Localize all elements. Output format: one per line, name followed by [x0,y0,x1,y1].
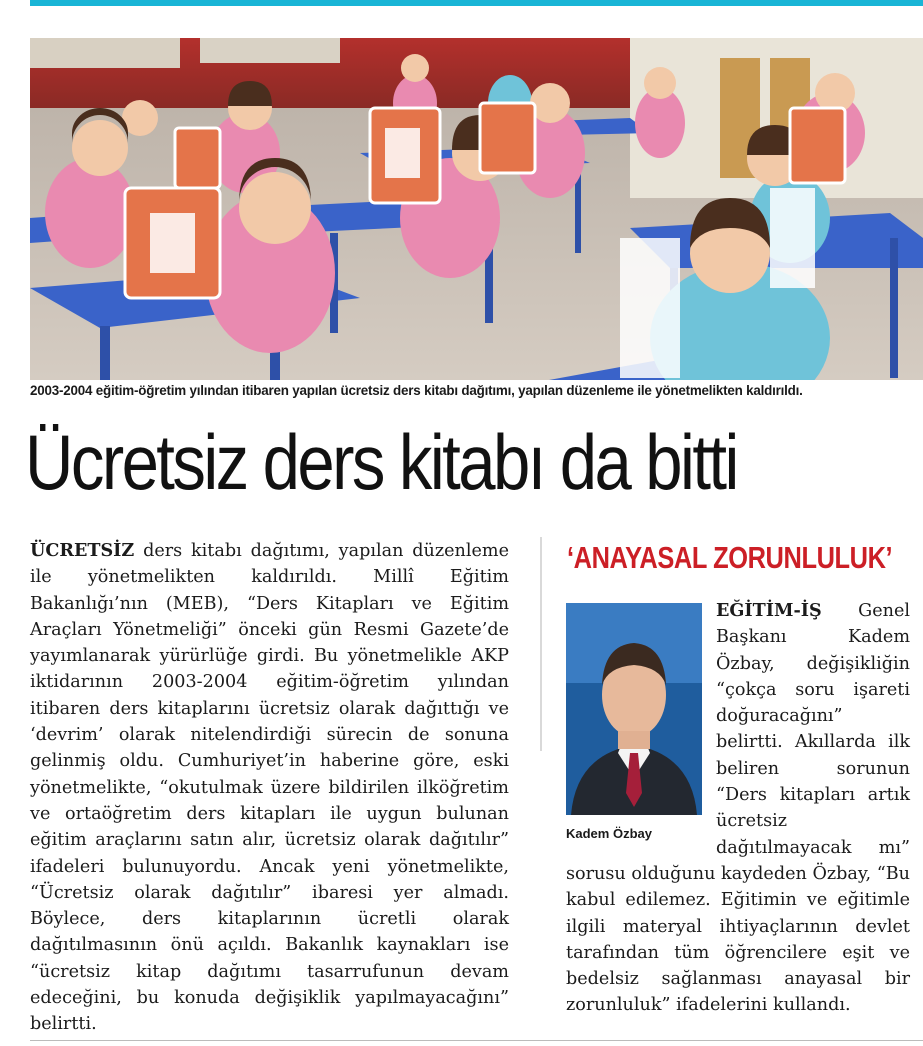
headline: Ücretsiz ders kitabı da bitti [25,418,737,506]
bottom-rule [30,1040,923,1041]
sidebar-lead-word: EĞİTİM-İŞ [716,600,822,621]
article-paragraph [30,538,509,1038]
portrait-caption: Kadem Özbay [566,826,652,841]
photo-caption: 2003-2004 eğitim-öğretim yılından itibaren yapılan ücretsiz ders kitabı dağıtımı, yapılan düzenleme ile yönetmelikten kaldırıldı. [30,383,803,398]
sidebar-title: ‘ANAYASAL ZORUNLULUK’ [567,540,893,575]
article-body [30,538,509,1038]
article-text: ders kitabı dağıtımı, yapılan düzenleme ile yönetmelikten kaldırıldı. Millî Eğitim Bakanlığı’nın (MEB), “Ders Kitapları ve Eğitim Araçları Yönetmeliği” önceki gün Resmi Gazete’de yayımlanarak yürürlüğe girdi. Bu yönetmelikle AKP iktidarının 2003-2004 eğitim-öğretim yılından itibaren ders kitaplarını ücretsiz olarak dağıttığı ve ‘devrim’ olarak nitelendirdiği sürecin de sonuna gelinmiş oldu. Cumhuriyet’in haberine göre, eski yönetmelikte, “okutulmak üzere bildirilen ilköğretim ve ortaöğretim ders kitapları ile uygun bulunan eğitim araçlarını satın alır, ücretsiz olarak dağıtılır” ifadeleri bulunuyordu. Ancak yeni yönetmelikte, “Ücretsiz olarak dağıtılır” ibaresi yer almadı. Böylece, ders kitaplarının ücretli olarak dağıtılmasının önü açıldı. Bakanlık kaynakları ise “ücretsiz kitap dağıtımı tasarrufunun devam edeceğini, bu konuda değişiklik yapılmayacağını” belirtti. [30,541,509,1035]
column-divider [540,537,542,751]
top-accent-bar [30,0,923,6]
kadem-ozbay-portrait [566,603,702,815]
article-lead-word: ÜCRETSİZ [30,540,135,561]
classroom-photo [30,38,923,380]
sidebar-text: Genel Başkanı Kadem Özbay, değişikliğin “çokça soru işareti doğuracağını” belirtti. Akıllarda ilk beliren sorunun “Ders kitapları artık ücretsiz dağıtılmayacak mı” sorusu olduğunu kaydeden Özbay, “Bu kabul edilemez. Eğitimin ve eğitimle ilgili materyal ihtiyaçlarının devlet tarafından tüm öğrencilere eşit ve bedelsiz sağlanması anayasal bir zorunluluk” ifadelerini kullandı. [566,601,910,1016]
